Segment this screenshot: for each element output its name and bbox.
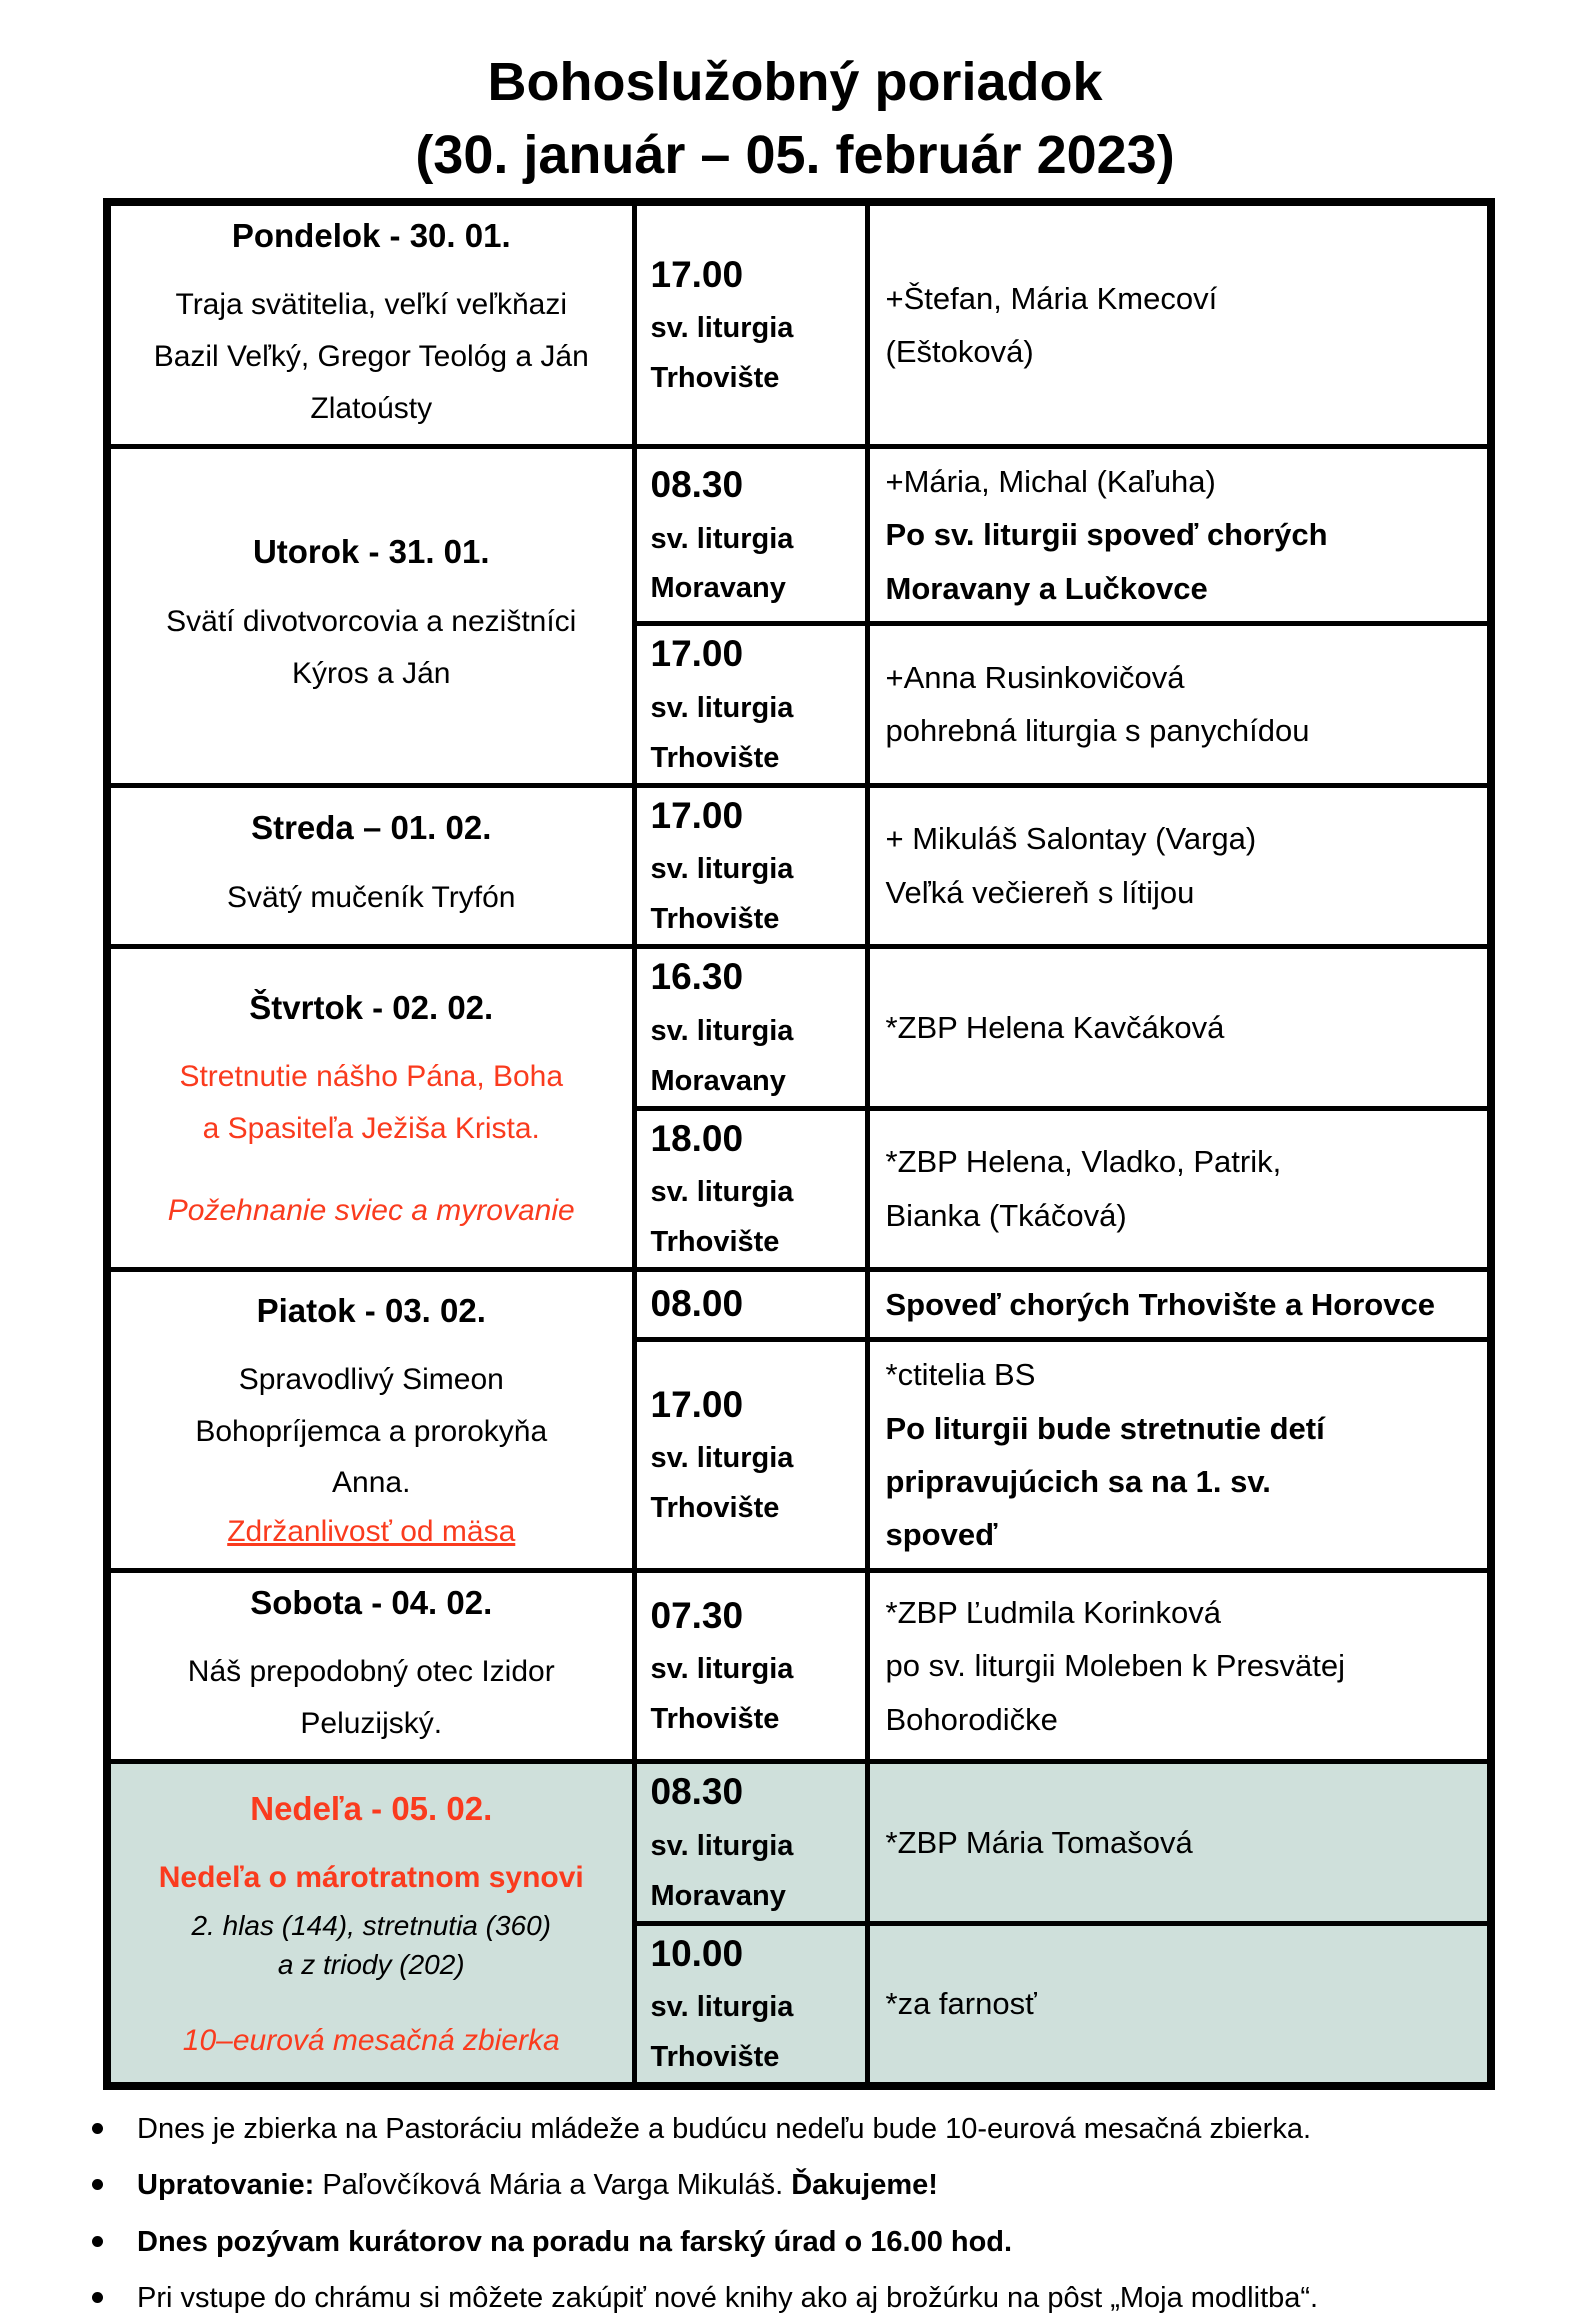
service-time: 17.00 xyxy=(650,253,744,295)
list-item xyxy=(92,2166,1522,2205)
service-place: Moravany xyxy=(650,1064,786,1097)
day-cell-friday xyxy=(107,1269,634,1570)
title-line-1: Bohoslužobný poriadok xyxy=(487,52,1103,112)
service-place: Trhovište xyxy=(650,1492,780,1525)
service-time: 07.30 xyxy=(650,1594,744,1636)
bullet-icon xyxy=(92,2292,103,2303)
bullet-icon xyxy=(92,2123,103,2134)
service-place: Trhovište xyxy=(650,1703,780,1736)
time-cell xyxy=(634,1340,867,1570)
intention-note: Po liturgii bude stretnutie detí pripravujúcich sa na 1. sv. spoveď xyxy=(885,1410,1325,1553)
day-note-blessing: Požehnanie sviec a myrovanie xyxy=(167,1194,575,1228)
intention-cell: +Mária, Michal (Kaľuha) Po sv. liturgii spoveď chorých Moravany a Lučkovce xyxy=(867,447,1491,624)
feast-description: Svätý mučeník Tryfón xyxy=(227,880,516,914)
day-cell-wednesday xyxy=(107,785,634,946)
table-row xyxy=(107,1762,1491,1923)
tone-and-readings: 2. hlas (144), stretnutia (360) a z triody (202) xyxy=(191,1909,551,1980)
service-place: Trhovište xyxy=(650,903,780,936)
service-time: 10.00 xyxy=(650,1932,744,1974)
document-title xyxy=(103,46,1487,192)
day-title: Utorok - 31. 01. xyxy=(252,533,490,571)
intention-cell: *ZBP Helena Kavčáková xyxy=(867,947,1491,1108)
service-type: sv. liturgia xyxy=(650,1014,794,1047)
day-title: Sobota - 04. 02. xyxy=(250,1583,493,1621)
day-cell-thursday xyxy=(107,947,634,1270)
service-type: sv. liturgia xyxy=(650,853,794,886)
feast-description: Náš prepodobný otec Izidor Peluzijský. xyxy=(187,1655,555,1740)
intention-cell: *ZBP Mária Tomašová xyxy=(867,1762,1491,1923)
feast-description: Svätí divotvorcovia a nezištníci Kýros a Ján xyxy=(166,605,577,690)
sunday-subtitle: Nedeľa o márotratnom synovi xyxy=(158,1861,584,1895)
service-time: 17.00 xyxy=(650,1383,744,1425)
list-item xyxy=(92,2223,1522,2262)
intention-cell: *ZBP Ľudmila Korinková po sv. liturgii Moleben k Presvätej Bohorodičke xyxy=(867,1570,1491,1762)
time-cell xyxy=(634,1923,867,2086)
church-schedule-page xyxy=(0,46,1587,2314)
table-row xyxy=(107,1570,1491,1762)
service-time: 18.00 xyxy=(650,1117,744,1159)
announcement-text: Dnes je zbierka na Pastoráciu mládeže a budúcu nedeľu bude 10-eurová mesačná zbierka. xyxy=(137,2113,1312,2146)
service-type: sv. liturgia xyxy=(650,522,794,555)
table-row xyxy=(107,447,1491,624)
service-time: 16.30 xyxy=(650,956,744,998)
day-title: Pondelok - 30. 01. xyxy=(231,216,511,254)
intention-cell: + Mikuláš Salontay (Varga) Veľká večiereň s lítijou xyxy=(867,785,1491,946)
service-type: sv. liturgia xyxy=(650,691,794,724)
day-title: Štvrtok - 02. 02. xyxy=(249,988,494,1026)
table-row xyxy=(107,1269,1491,1339)
time-cell xyxy=(634,1269,867,1339)
service-place: Moravany xyxy=(650,572,786,605)
day-cell-tuesday xyxy=(107,447,634,785)
intention-note: Spoveď chorých Trhovište a Horovce xyxy=(885,1286,1435,1322)
announcement-text: Upratovanie: Paľovčíková Mária a Varga Mikuláš. Ďakujeme! xyxy=(137,2169,938,2202)
time-cell xyxy=(634,202,867,447)
day-cell-monday xyxy=(107,202,634,447)
announcements-list xyxy=(92,2110,1522,2318)
service-place: Trhovište xyxy=(650,1226,780,1259)
feast-description-red: Stretnutie nášho Pána, Boha a Spasiteľa Ježiša Krista. xyxy=(179,1060,564,1145)
service-time: 08.00 xyxy=(650,1283,744,1325)
intention-cell: +Anna Rusinkovičová pohrebná liturgia s panychídou xyxy=(867,624,1491,785)
service-place: Trhovište xyxy=(650,362,780,395)
intention-cell xyxy=(867,1269,1491,1339)
day-title: Streda – 01. 02. xyxy=(251,809,492,847)
time-cell xyxy=(634,785,867,946)
service-type: sv. liturgia xyxy=(650,1991,794,2024)
time-cell xyxy=(634,947,867,1108)
announcement-text: Dnes pozývam kurátorov na poradu na farský úrad o 16.00 hod. xyxy=(137,2225,1013,2258)
intention-cell: *za farnosť xyxy=(867,1923,1491,2086)
service-type: sv. liturgia xyxy=(650,312,794,345)
service-time: 17.00 xyxy=(650,794,744,836)
day-note-collection: 10–eurová mesačná zbierka xyxy=(182,2024,560,2058)
announcement-text: Pri vstupe do chrámu si môžete zakúpiť nové knihy ako aj brožúrku na pôst „Moja modlitba“. xyxy=(137,2281,1319,2314)
service-type: sv. liturgia xyxy=(650,1442,794,1475)
service-type: sv. liturgia xyxy=(650,1176,794,1209)
service-type: sv. liturgia xyxy=(650,1653,794,1686)
service-time: 08.30 xyxy=(650,1771,744,1813)
table-row xyxy=(107,202,1491,447)
service-place: Moravany xyxy=(650,1879,786,1912)
service-type: sv. liturgia xyxy=(650,1830,794,1862)
list-item xyxy=(92,2110,1522,2149)
intention-note: Po sv. liturgii spoveď chorých Moravany a Lučkovce xyxy=(885,517,1328,606)
time-cell xyxy=(634,1762,867,1923)
schedule-table xyxy=(103,198,1495,2090)
day-title: Nedeľa - 05. 02. xyxy=(250,1789,493,1827)
service-time: 17.00 xyxy=(650,633,744,675)
day-cell-saturday xyxy=(107,1570,634,1762)
intention-cell: +Štefan, Mária Kmecoví (Eštoková) xyxy=(867,202,1491,447)
feast-description: Spravodlivý Simeon Bohopríjemca a prorokyňa Anna. xyxy=(195,1363,548,1500)
service-place: Trhovište xyxy=(650,2041,780,2074)
intention-cell: *ctitelia BS Po liturgii bude stretnutie detí pripravujúcich sa na 1. sv. spoveď xyxy=(867,1340,1491,1570)
service-time: 08.30 xyxy=(650,463,744,505)
intention-cell: *ZBP Helena, Vladko, Patrik, Bianka (Tkáčová) xyxy=(867,1108,1491,1269)
bullet-icon xyxy=(92,2179,103,2190)
title-line-2-date-range: (30. január – 05. február 2023) xyxy=(415,124,1175,185)
day-note-abstinence: Zdržanlivosť od mäsa xyxy=(227,1514,516,1548)
table-row xyxy=(107,947,1491,1108)
time-cell xyxy=(634,1570,867,1762)
time-cell xyxy=(634,624,867,785)
day-title: Piatok - 03. 02. xyxy=(256,1291,486,1329)
service-place: Trhovište xyxy=(650,741,780,774)
list-item xyxy=(92,2279,1522,2318)
time-cell xyxy=(634,447,867,624)
time-cell xyxy=(634,1108,867,1269)
table-row xyxy=(107,785,1491,946)
feast-description: Traja svätitelia, veľkí veľkňazi Bazil Veľký, Gregor Teológ a Ján Zlatoústy xyxy=(153,288,589,425)
day-cell-sunday xyxy=(107,1762,634,2086)
